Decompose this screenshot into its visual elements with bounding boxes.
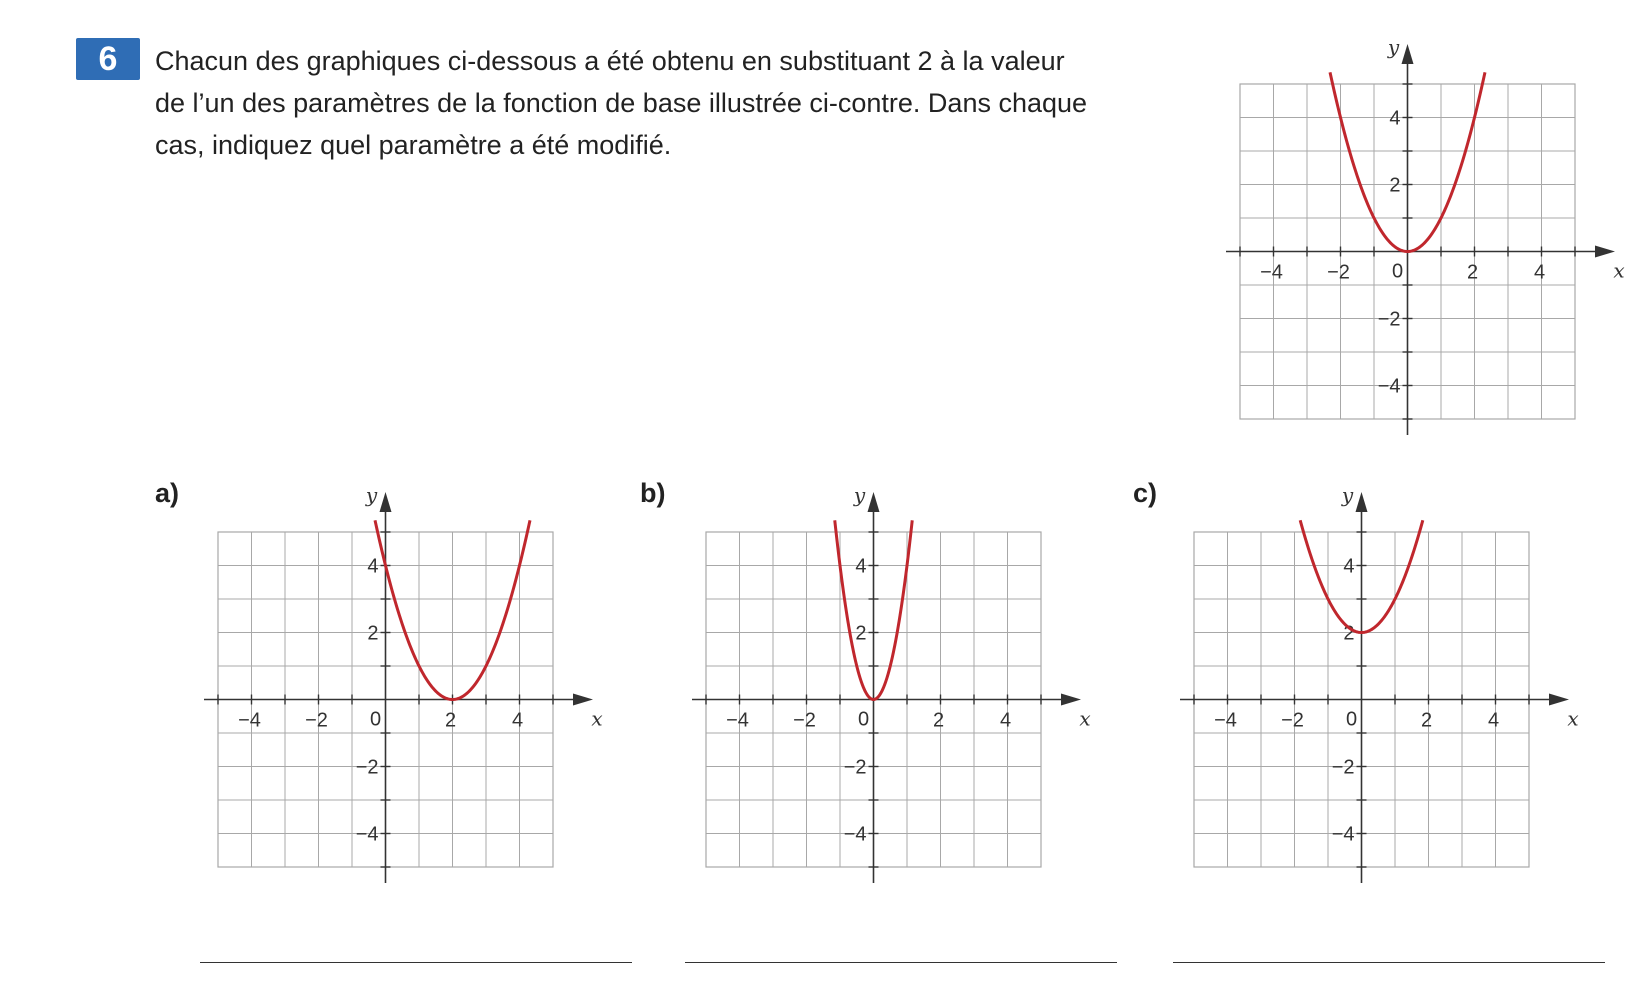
y-tick-label: −4 — [1377, 375, 1401, 398]
graph-c — [1194, 483, 1579, 868]
y-axis-arrow — [1402, 44, 1414, 64]
y-tick-label: 4 — [367, 555, 379, 578]
y-axis-label: y — [1387, 35, 1400, 59]
x-axis-label: x — [1567, 706, 1579, 731]
x-tick-label: 2 — [1420, 709, 1433, 732]
x-tick-label: 4 — [1533, 261, 1546, 284]
x-tick-label: −4 — [1214, 709, 1237, 732]
y-tick-label: 2 — [1343, 622, 1355, 645]
origin-label: 0 — [1345, 708, 1358, 731]
y-axis-label: y — [365, 483, 378, 507]
x-axis-arrow — [573, 694, 593, 706]
y-tick-label: 2 — [1389, 174, 1401, 197]
y-tick-label: −2 — [1377, 308, 1401, 331]
origin-label: 0 — [1391, 260, 1404, 283]
y-axis-label: y — [1341, 483, 1354, 507]
y-tick-label: −2 — [843, 756, 867, 779]
y-tick-label: 4 — [855, 555, 867, 578]
x-axis-label: x — [1079, 706, 1091, 731]
y-tick-label: −2 — [1331, 756, 1355, 779]
prompt-line-1: Chacun des graphiques ci-dessous a été obtenu en substituant 2 à la valeur — [155, 46, 1065, 76]
prompt-line-2: de l’un des paramètres de la fonction de base illustrée ci-contre. Dans chaque — [155, 88, 1088, 118]
x-axis-label: x — [1613, 258, 1625, 283]
part-label-a: a) — [155, 478, 180, 508]
x-tick-label: −2 — [1281, 709, 1304, 732]
y-tick-label: 4 — [1343, 555, 1355, 578]
part-label-b: b) — [640, 478, 666, 508]
y-axis-arrow — [1356, 492, 1368, 512]
origin-label: 0 — [369, 708, 382, 731]
exercise-prompt — [155, 40, 1195, 166]
y-tick-label: −2 — [355, 756, 379, 779]
x-tick-label: 2 — [932, 709, 945, 732]
exercise-number: 6 — [98, 40, 118, 78]
x-tick-label: 4 — [999, 709, 1012, 732]
exercise-number-badge — [76, 38, 140, 80]
graph-b — [706, 483, 1091, 868]
x-tick-label: −2 — [1327, 261, 1350, 284]
x-tick-label: 2 — [1466, 261, 1479, 284]
y-tick-label: 4 — [1389, 107, 1401, 130]
x-tick-label: −2 — [305, 709, 328, 732]
x-tick-label: −4 — [238, 709, 261, 732]
y-axis-arrow — [380, 492, 392, 512]
x-axis-arrow — [1061, 694, 1081, 706]
x-tick-label: −2 — [793, 709, 816, 732]
x-tick-label: −4 — [726, 709, 749, 732]
y-tick-label: 2 — [367, 622, 379, 645]
graph-a — [218, 483, 603, 868]
answer-line-a[interactable] — [200, 962, 632, 963]
y-axis-arrow — [868, 492, 880, 512]
x-axis-arrow — [1595, 246, 1615, 258]
part-label-c: c) — [1133, 478, 1158, 508]
answer-line-b[interactable] — [685, 962, 1117, 963]
x-tick-label: 4 — [511, 709, 524, 732]
x-tick-label: 4 — [1487, 709, 1500, 732]
x-tick-label: −4 — [1260, 261, 1283, 284]
answer-line-c[interactable] — [1173, 962, 1605, 963]
x-axis-arrow — [1549, 694, 1569, 706]
x-tick-label: 2 — [444, 709, 457, 732]
origin-label: 0 — [857, 708, 870, 731]
y-tick-label: −4 — [843, 823, 867, 846]
y-axis-label: y — [853, 483, 866, 507]
graph-base — [1240, 35, 1625, 420]
y-tick-label: −4 — [1331, 823, 1355, 846]
x-axis-label: x — [591, 706, 603, 731]
y-tick-label: 2 — [855, 622, 867, 645]
y-tick-label: −4 — [355, 823, 379, 846]
prompt-line-3: cas, indiquez quel paramètre a été modifié. — [155, 130, 672, 160]
